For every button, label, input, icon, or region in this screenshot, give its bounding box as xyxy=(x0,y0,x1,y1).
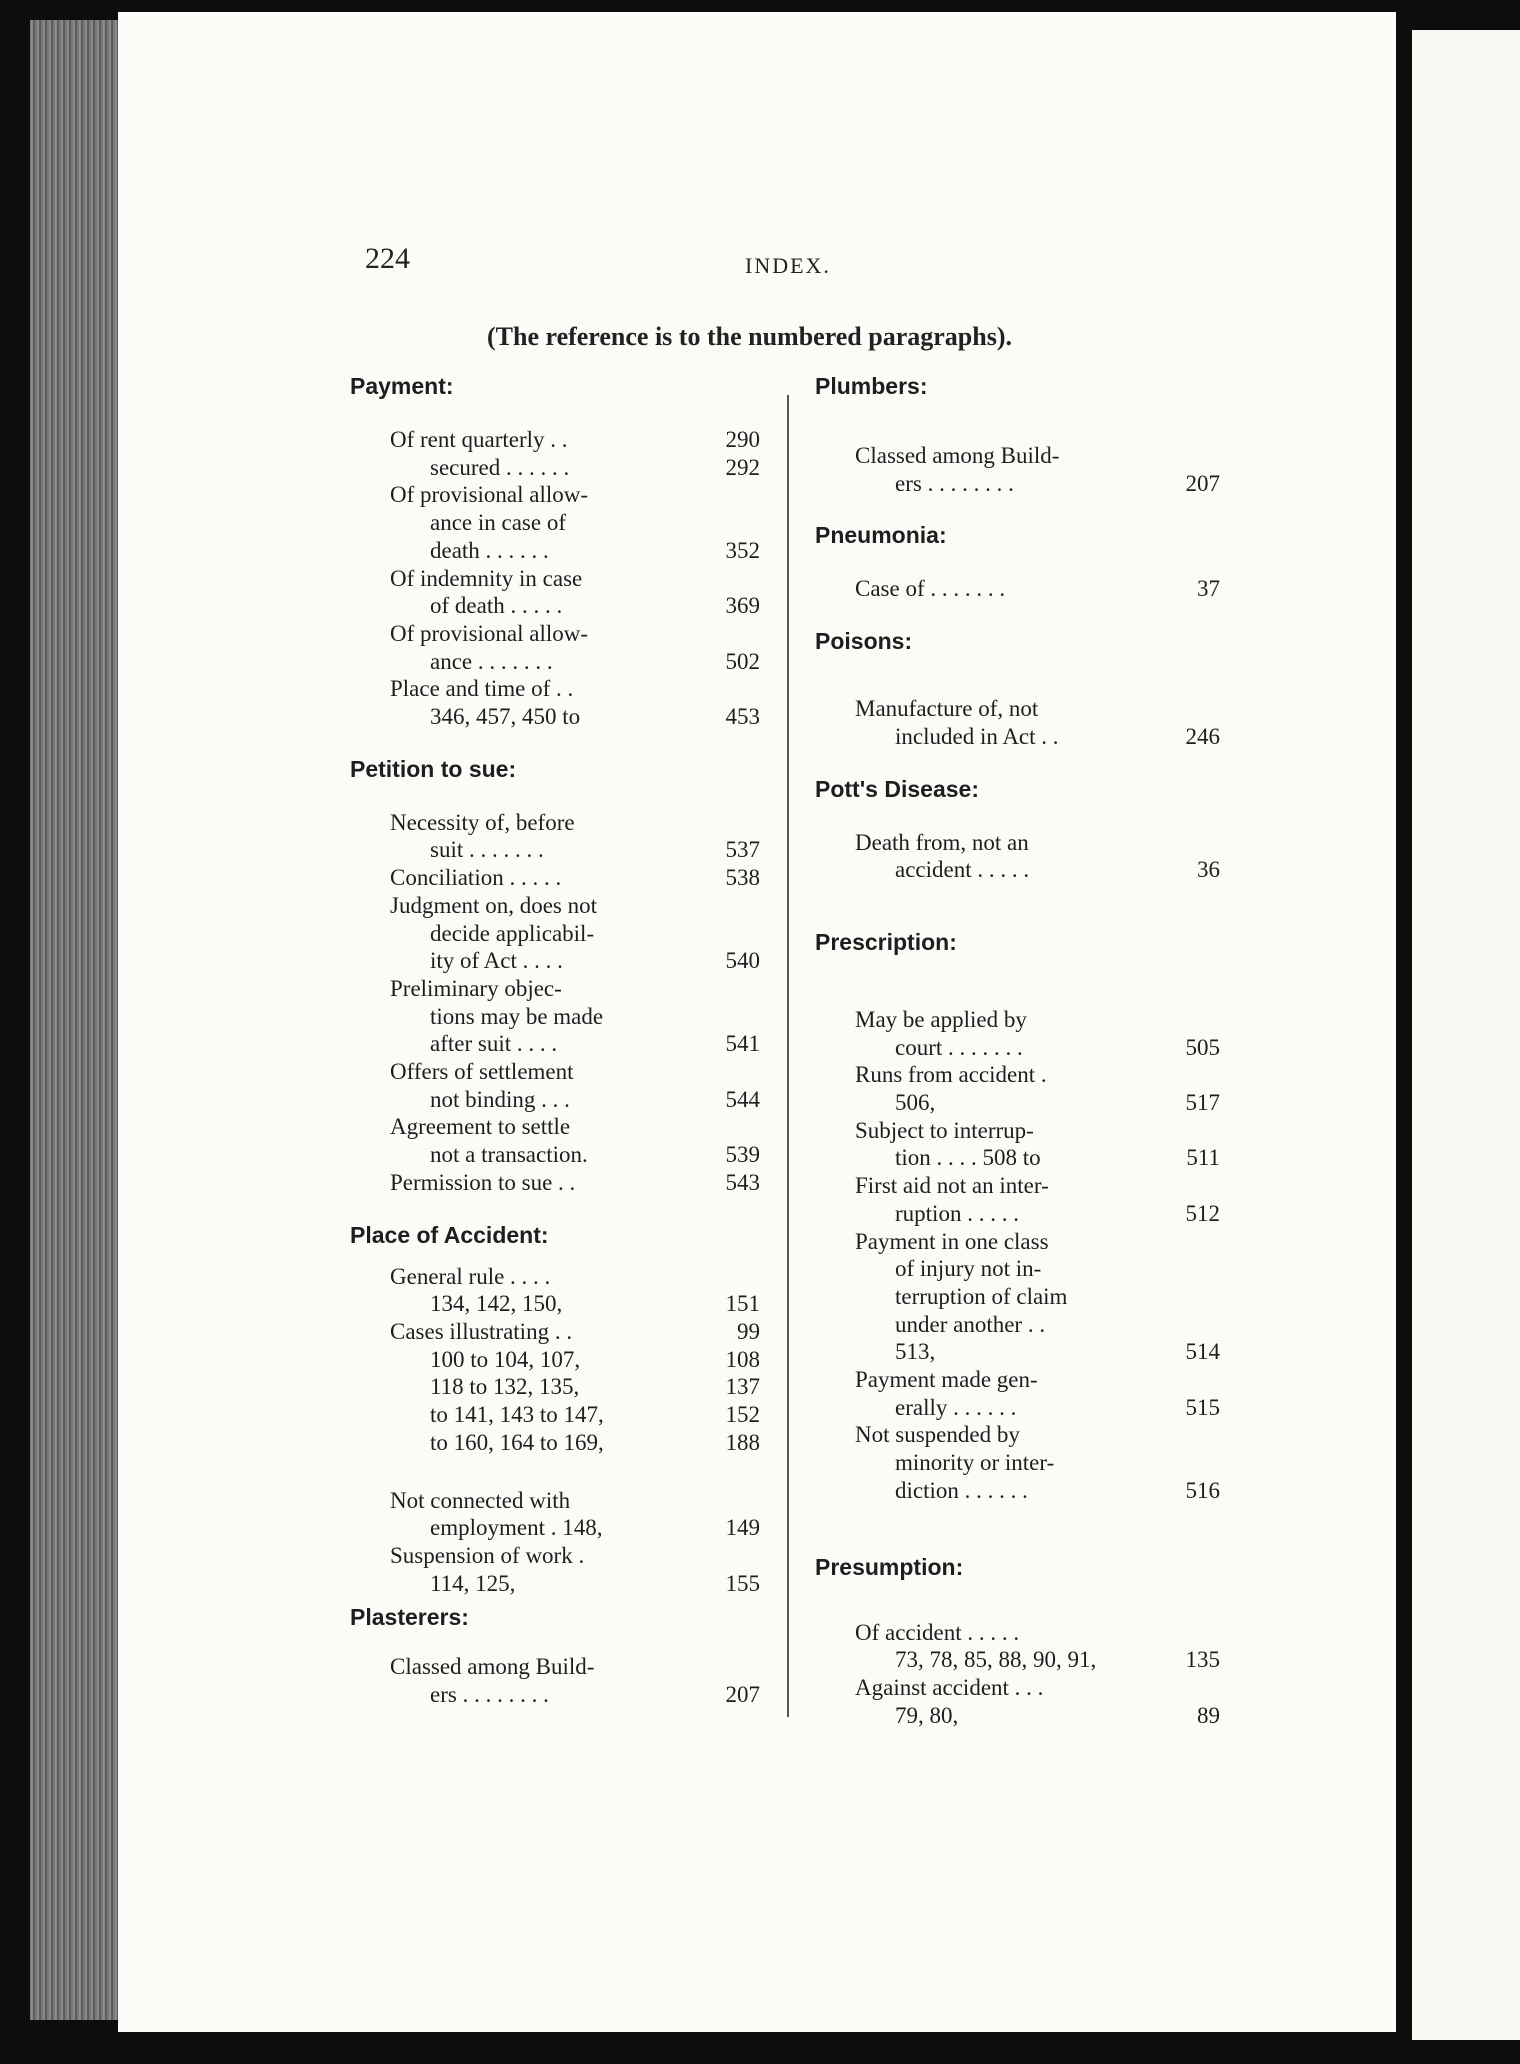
entry-text: Not suspended by xyxy=(855,1422,1020,1448)
index-entry xyxy=(350,1030,760,1058)
index-entry xyxy=(350,836,760,864)
entry-text: ity of Act . . . . xyxy=(430,948,563,974)
book-page-edges xyxy=(30,20,130,2020)
facing-page-edge xyxy=(1412,30,1520,2040)
paragraph-ref: 352 xyxy=(725,537,760,563)
paragraph-ref: 517 xyxy=(1185,1090,1220,1116)
paragraph-ref: 89 xyxy=(1197,1702,1220,1728)
paragraph-ref: 544 xyxy=(725,1086,760,1112)
index-heading: Place of Accident: xyxy=(350,1221,549,1248)
index-entry xyxy=(350,1003,760,1031)
entry-text: suit . . . . . . . xyxy=(430,837,544,863)
index-entry xyxy=(350,1514,760,1542)
index-entry xyxy=(350,809,760,837)
index-heading: Presumption: xyxy=(815,1553,964,1580)
entry-group xyxy=(350,1487,760,1598)
index-entry xyxy=(815,1702,1220,1730)
index-entry xyxy=(350,1542,760,1570)
index-entry xyxy=(815,856,1220,884)
index-entry xyxy=(815,1477,1220,1505)
index-entry xyxy=(350,620,760,648)
index-heading: Pneumonia: xyxy=(815,522,947,549)
index-entry xyxy=(350,537,760,565)
entry-text: Manufacture of, not xyxy=(855,696,1039,722)
index-entry xyxy=(350,1113,760,1141)
left-column xyxy=(350,372,760,1709)
index-entry xyxy=(815,1117,1220,1145)
entry-text: Of provisional allow- xyxy=(390,620,589,646)
index-entry xyxy=(350,1318,760,1346)
index-entry xyxy=(815,1421,1220,1449)
index-entry xyxy=(815,1006,1220,1034)
entry-group xyxy=(815,695,1220,750)
entry-text: May be applied by xyxy=(855,1006,1027,1032)
index-subtitle: (The reference is to the numbered paragraphs). xyxy=(487,322,1013,351)
index-entry xyxy=(350,1570,760,1598)
entry-text: Of rent quarterly . . xyxy=(390,427,568,452)
index-entry xyxy=(350,1401,760,1429)
index-entry xyxy=(815,1619,1220,1647)
page-number: 224 xyxy=(365,242,410,275)
index-heading: Petition to sue: xyxy=(350,755,517,782)
paragraph-ref: 538 xyxy=(725,865,760,891)
index-entry xyxy=(350,1373,760,1401)
entry-text: minority or inter- xyxy=(895,1450,1055,1476)
index-entry xyxy=(350,1058,760,1086)
entry-text: 506, xyxy=(895,1090,936,1116)
index-entry xyxy=(815,1646,1220,1674)
index-entry xyxy=(350,426,760,454)
paragraph-ref: 290 xyxy=(725,427,760,452)
paragraph-ref: 540 xyxy=(725,948,760,974)
entry-text: Not connected with xyxy=(390,1487,571,1513)
paragraph-ref: 514 xyxy=(1185,1339,1220,1365)
paragraph-ref: 137 xyxy=(725,1374,760,1400)
index-entry xyxy=(815,829,1220,857)
index-entry xyxy=(350,947,760,975)
entry-text: Case of . . . . . . . xyxy=(855,576,1006,602)
paragraph-ref: 246 xyxy=(1185,723,1220,749)
index-entry xyxy=(815,442,1220,470)
entry-text: court . . . . . . . xyxy=(895,1034,1023,1060)
index-entry xyxy=(815,1089,1220,1117)
entry-text: Necessity of, before xyxy=(390,809,575,835)
paragraph-ref: 516 xyxy=(1185,1477,1220,1503)
paragraph-ref: 37 xyxy=(1197,576,1220,602)
index-entry xyxy=(350,1346,760,1374)
entry-text: Offers of settlement xyxy=(390,1059,574,1085)
index-entry xyxy=(350,1487,760,1515)
index-entry xyxy=(350,892,760,920)
index-entry xyxy=(815,1034,1220,1062)
index-entry xyxy=(350,481,760,509)
index-entry xyxy=(815,1311,1220,1339)
entry-text: Payment made gen- xyxy=(855,1367,1038,1393)
index-heading: Payment: xyxy=(350,373,454,399)
index-entry xyxy=(350,1086,760,1114)
entry-group xyxy=(350,809,760,1197)
index-entry xyxy=(815,1061,1220,1089)
entry-text: included in Act . . xyxy=(895,723,1059,749)
entry-text: death . . . . . . xyxy=(430,537,549,563)
entry-text: Judgment on, does not xyxy=(390,892,597,918)
entry-group xyxy=(815,829,1220,884)
index-entry xyxy=(815,575,1220,603)
index-heading: Pott's Disease: xyxy=(815,775,979,802)
index-entry xyxy=(350,454,760,482)
entry-text: tion . . . . 508 to xyxy=(895,1145,1041,1171)
entry-text: to 141, 143 to 147, xyxy=(430,1402,604,1428)
index-entry xyxy=(350,920,760,948)
index-entry xyxy=(815,1674,1220,1702)
entry-text: Conciliation . . . . . xyxy=(390,865,562,891)
index-entry xyxy=(815,1144,1220,1172)
paragraph-ref: 511 xyxy=(1186,1145,1220,1171)
entry-text: Against accident . . . xyxy=(855,1674,1044,1700)
index-entry xyxy=(350,1263,760,1291)
entry-text: ance in case of xyxy=(430,510,567,536)
paragraph-ref: 207 xyxy=(1185,470,1220,496)
entry-text: 79, 80, xyxy=(895,1702,959,1728)
paragraph-ref: 99 xyxy=(737,1318,760,1344)
index-entry xyxy=(350,975,760,1003)
entry-text: 73, 78, 85, 88, 90, 91, xyxy=(895,1647,1097,1673)
index-heading: Prescription: xyxy=(815,928,957,955)
index-entry xyxy=(350,1681,760,1709)
entry-text: not a transaction. xyxy=(430,1142,588,1168)
paragraph-ref: 188 xyxy=(725,1429,760,1455)
entry-text: decide applicabil- xyxy=(430,920,595,946)
index-entry xyxy=(815,723,1220,751)
entry-text: Classed among Build- xyxy=(855,443,1060,468)
entry-text: 134, 142, 150, xyxy=(430,1291,563,1317)
entry-text: employment . 148, xyxy=(430,1515,603,1541)
index-entry xyxy=(350,648,760,676)
right-column xyxy=(815,372,1220,1729)
entry-text: ruption . . . . . xyxy=(895,1200,1019,1226)
entry-text: Suspension of work . xyxy=(390,1542,585,1568)
paragraph-ref: 539 xyxy=(725,1142,760,1168)
entry-text: Preliminary objec- xyxy=(390,975,562,1001)
entry-text: ers . . . . . . . . xyxy=(430,1682,549,1708)
entry-text: Runs from accident . xyxy=(855,1062,1047,1088)
index-entry xyxy=(815,1283,1220,1311)
index-entry xyxy=(815,1449,1220,1477)
index-entry xyxy=(350,592,760,620)
index-entry xyxy=(350,1169,760,1197)
index-entry xyxy=(350,509,760,537)
entry-text: not binding . . . xyxy=(430,1086,570,1112)
index-entry xyxy=(350,1141,760,1169)
paragraph-ref: 515 xyxy=(1185,1394,1220,1420)
entry-text: 513, xyxy=(895,1339,936,1365)
index-entry xyxy=(350,864,760,892)
entry-text: Death from, not an xyxy=(855,829,1029,855)
index-entry xyxy=(815,695,1220,723)
paragraph-ref: 505 xyxy=(1185,1034,1220,1060)
entry-group xyxy=(815,1006,1220,1505)
entry-text: erally . . . . . . xyxy=(895,1394,1017,1420)
entry-text: to 160, 164 to 169, xyxy=(430,1429,604,1455)
entry-group xyxy=(350,1653,760,1708)
entry-text: Classed among Build- xyxy=(390,1654,595,1680)
entry-text: of injury not in- xyxy=(895,1256,1042,1282)
entry-text: accident . . . . . xyxy=(895,857,1030,883)
paragraph-ref: 537 xyxy=(725,837,760,863)
index-entry xyxy=(815,1172,1220,1200)
paragraph-ref: 207 xyxy=(725,1682,760,1708)
entry-text: diction . . . . . . xyxy=(895,1477,1028,1503)
entry-text: General rule . . . . xyxy=(390,1263,551,1289)
entry-group xyxy=(350,1263,760,1457)
index-entry xyxy=(815,1394,1220,1422)
index-entry xyxy=(815,1228,1220,1256)
entry-text: 100 to 104, 107, xyxy=(430,1346,581,1372)
paragraph-ref: 453 xyxy=(725,704,760,730)
index-entry xyxy=(350,1653,760,1681)
entry-text: Place and time of . . xyxy=(390,676,574,702)
index-entry xyxy=(350,703,760,731)
entry-group xyxy=(815,575,1220,603)
entry-text: Of indemnity in case xyxy=(390,565,583,591)
entry-text: Permission to sue . . xyxy=(390,1169,576,1195)
entry-text: First aid not an inter- xyxy=(855,1173,1049,1199)
index-entry xyxy=(815,1200,1220,1228)
paragraph-ref: 502 xyxy=(725,648,760,674)
entry-text: Cases illustrating . . xyxy=(390,1318,573,1344)
paragraph-ref: 149 xyxy=(725,1515,760,1541)
index-entry xyxy=(815,470,1220,498)
entry-text: Subject to interrup- xyxy=(855,1117,1034,1143)
entry-text: Payment in one class xyxy=(855,1228,1049,1254)
paragraph-ref: 152 xyxy=(725,1402,760,1428)
index-entry xyxy=(815,1338,1220,1366)
entry-text: secured . . . . . . xyxy=(430,454,570,480)
index-entry xyxy=(815,1366,1220,1394)
entry-text: ance . . . . . . . xyxy=(430,648,553,674)
entry-text: under another . . xyxy=(895,1311,1046,1337)
entry-text: ers . . . . . . . . xyxy=(895,470,1014,496)
paragraph-ref: 155 xyxy=(725,1570,760,1596)
entry-text: Of accident . . . . . xyxy=(855,1619,1020,1645)
entry-text: Agreement to settle xyxy=(390,1114,571,1140)
entry-group xyxy=(815,442,1220,497)
running-head: INDEX. xyxy=(745,253,831,278)
paragraph-ref: 151 xyxy=(725,1291,760,1317)
entry-text: after suit . . . . xyxy=(430,1031,558,1057)
entry-text: Of provisional allow- xyxy=(390,482,589,508)
entry-text: 118 to 132, 135, xyxy=(430,1374,580,1400)
paragraph-ref: 543 xyxy=(725,1169,760,1195)
entry-text: of death . . . . . xyxy=(430,593,563,619)
paragraph-ref: 369 xyxy=(725,593,760,619)
entry-group xyxy=(350,426,760,731)
paragraph-ref: 108 xyxy=(725,1346,760,1372)
index-entry xyxy=(350,565,760,593)
paragraph-ref: 541 xyxy=(725,1031,760,1057)
index-heading: Plasterers: xyxy=(350,1604,469,1631)
entry-text: 114, 125, xyxy=(430,1570,516,1596)
index-entry xyxy=(350,1290,760,1318)
paragraph-ref: 512 xyxy=(1185,1200,1220,1226)
entry-group xyxy=(815,1619,1220,1730)
paragraph-ref: 36 xyxy=(1197,857,1220,883)
index-entry xyxy=(350,1429,760,1457)
paragraph-ref: 135 xyxy=(1185,1647,1220,1673)
index-entry xyxy=(815,1255,1220,1283)
entry-text: terruption of claim xyxy=(895,1283,1068,1309)
column-divider xyxy=(787,395,789,1717)
entry-text: 346, 457, 450 to xyxy=(430,704,581,730)
index-heading: Plumbers: xyxy=(815,373,928,399)
index-heading: Poisons: xyxy=(815,628,913,655)
paragraph-ref: 292 xyxy=(725,454,760,480)
index-entry xyxy=(350,675,760,703)
entry-text: tions may be made xyxy=(430,1003,604,1029)
